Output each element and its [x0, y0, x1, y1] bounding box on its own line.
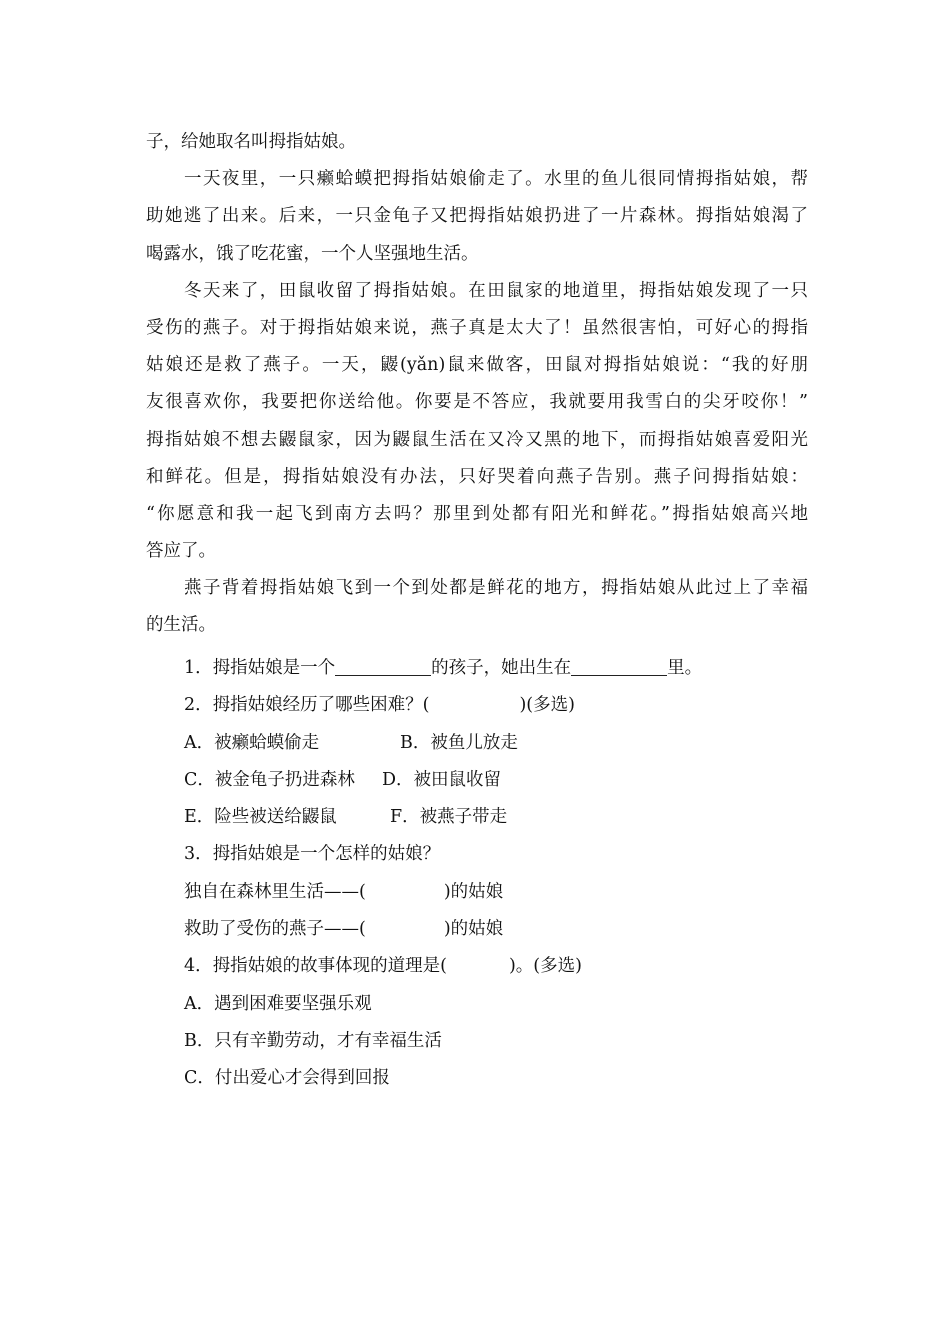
question-2-stem: 2．拇指姑娘经历了哪些困难？( [184, 695, 430, 716]
story-line: “你愿意和我一起飞到南方去吗？那里到处都有阳光和鲜花。”拇指姑娘高兴地 [146, 503, 808, 524]
question-4-option-c: C．付出爱心才会得到回报 [184, 1068, 390, 1089]
story-line: 助她逃了出来。后来，一只金龟子又把拇指姑娘扔进了一片森林。拇指姑娘渴了 [146, 206, 808, 227]
story-line: 燕子背着拇指姑娘飞到一个到处都是鲜花的地方，拇指姑娘从此过上了幸福 [184, 578, 808, 599]
question-3-item-1 [184, 874, 824, 911]
question-2-options-row-3 [184, 799, 824, 836]
question-1-blank-2[interactable] [571, 655, 667, 676]
option-d: D．被田鼠收留 [382, 769, 502, 790]
question-2-options-row-2 [184, 762, 824, 799]
story-line: 受伤的燕子。对于拇指姑娘来说，燕子真是太大了！虽然很害怕，可好心的拇指 [146, 317, 808, 338]
story-text [146, 124, 808, 645]
question-3-item-1-prefix: 独自在森林里生活——( [184, 881, 366, 902]
story-line: 答应了。 [146, 541, 216, 562]
option-a: A．被癞蛤蟆偷走 [184, 732, 320, 753]
story-line: 喝露水，饿了吃花蜜，一个人坚强地生活。 [146, 243, 479, 264]
story-line: 子，给她取名叫拇指姑娘。 [146, 132, 356, 152]
story-line: 的生活。 [146, 615, 216, 636]
option-f: F．被燕子带走 [390, 807, 508, 828]
option-b: B．被鱼儿放走 [400, 732, 518, 753]
question-1-text-a: 1．拇指姑娘是一个 [184, 658, 336, 678]
question-2-options-row-1 [184, 725, 824, 762]
question-2-tail: )(多选) [519, 695, 575, 716]
question-4-tail: )。(多选) [508, 956, 582, 977]
question-1-blank-1[interactable] [335, 655, 431, 676]
question-3-item-2 [184, 911, 824, 948]
question-3-item-1-suffix: )的姑娘 [443, 881, 504, 902]
question-4-option-b: B．只有辛勤劳动，才有幸福生活 [184, 1030, 442, 1051]
question-1 [184, 650, 824, 687]
question-4-option-a: A．遇到困难要坚强乐观 [184, 993, 372, 1014]
story-line: 和鲜花。但是，拇指姑娘没有办法，只好哭着向燕子告别。燕子问拇指姑娘： [146, 466, 808, 487]
question-2 [184, 687, 824, 724]
story-line: 姑娘还是救了燕子。一天，鼹(yǎn)鼠来做客，田鼠对拇指姑娘说：“我的好朋 [146, 355, 808, 376]
question-3-item-2-suffix: )的姑娘 [443, 919, 504, 940]
option-e: E．险些被送给鼹鼠 [184, 807, 337, 828]
question-4 [184, 948, 824, 985]
question-1-text-c: 里。 [667, 658, 703, 678]
question-list [184, 650, 824, 1098]
story-line: 冬天来了，田鼠收留了拇指姑娘。在田鼠家的地道里，拇指姑娘发现了一只 [184, 280, 808, 301]
story-line: 友很喜欢你，我要把你送给他。你要是不答应，我就要用我雪白的尖牙咬你！” [146, 392, 808, 413]
question-1-text-b: 的孩子，她出生在 [431, 658, 572, 678]
question-3: 3．拇指姑娘是一个怎样的姑娘？ [184, 844, 441, 865]
story-line: 一天夜里，一只癞蛤蟆把拇指姑娘偷走了。水里的鱼儿很同情拇指姑娘，帮 [184, 169, 808, 190]
question-3-item-2-prefix: 救助了受伤的燕子——( [184, 919, 366, 940]
option-c: C．被金龟子扔进森林 [184, 769, 355, 790]
question-4-stem: 4．拇指姑娘的故事体现的道理是( [184, 956, 447, 977]
story-line: 拇指姑娘不想去鼹鼠家，因为鼹鼠生活在又冷又黑的地下，而拇指姑娘喜爱阳光 [146, 429, 808, 450]
